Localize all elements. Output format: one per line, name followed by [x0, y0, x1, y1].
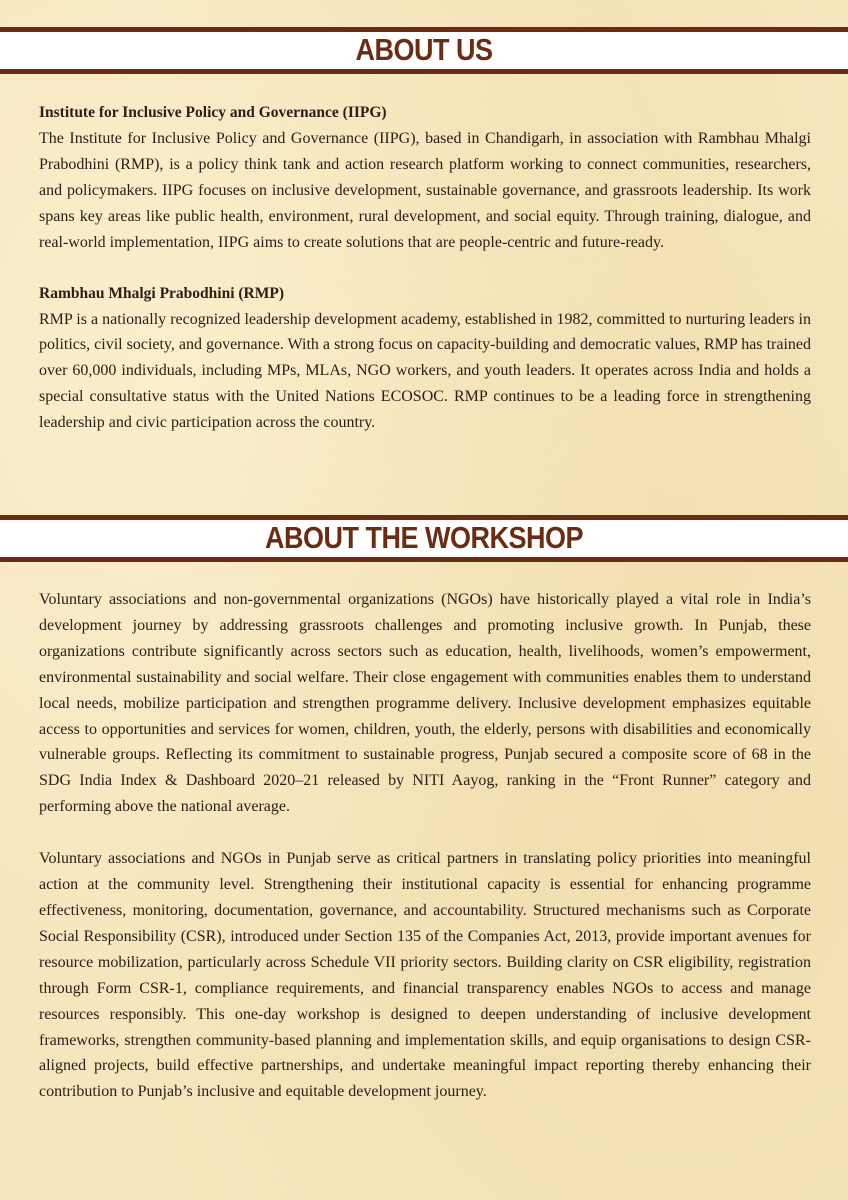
iipg-heading: Institute for Inclusive Policy and Governance (IIPG)	[39, 104, 387, 121]
about-us-banner	[0, 27, 848, 74]
about-us-section	[39, 100, 811, 436]
about-us-title: ABOUT US	[355, 33, 493, 67]
about-workshop-section	[39, 587, 811, 1105]
iipg-description: The Institute for Inclusive Policy and Governance (IIPG), based in Chandigarh, in association with Rambhau Mhalgi Prabodhini (RMP), is a policy think tank and action research platform working to connect communities, researchers, and policymakers. IIPG focuses on inclusive development, sustainable governance, and grassroots leadership. Its work spans key areas like public health, environment, rural development, and social equity. Through training, dialogue, and real-world implementation, IIPG aims to create solutions that are people-centric and future-ready.	[39, 130, 811, 251]
about-workshop-title: ABOUT THE WORKSHOP	[265, 521, 583, 555]
workshop-paragraph-1: Voluntary associations and non-governmental organizations (NGOs) have historically played a vital role in India’s development journey by addressing grassroots challenges and promoting inclusive growth. In Punjab, these organizations contribute significantly across sectors such as education, health, livelihoods, women’s empowerment, environmental sustainability and social welfare. Their close engagement with communities enables them to understand local needs, mobilize participation and strengthen programme delivery. Inclusive development emphasizes equitable access to opportunities and services for women, children, youth, the elderly, persons with disabilities and economically vulnerable groups. Reflecting its commitment to sustainable progress, Punjab secured a composite score of 68 in the SDG India Index & Dashboard 2020–21 released by NITI Aayog, ranking in the “Front Runner” category and performing above the national average.	[39, 591, 811, 816]
rmp-description: RMP is a nationally recognized leadership development academy, established in 1982, committed to nurturing leaders in politics, civil society, and governance. With a strong focus on capacity-building and democratic values, RMP has trained over 60,000 individuals, including MPs, MLAs, NGO workers, and youth leaders. It operates across India and holds a special consultative status with the United Nations ECOSOC. RMP continues to be a leading force in strengthening leadership and civic participation across the country.	[39, 310, 811, 432]
rmp-heading: Rambhau Mhalgi Prabodhini (RMP)	[39, 284, 285, 302]
about-workshop-banner	[0, 515, 848, 562]
workshop-paragraph-2: Voluntary associations and NGOs in Punjab serve as critical partners in translating policy priorities into meaningful action at the community level. Strengthening their institutional capacity is essential for enhancing programme effectiveness, monitoring, documentation, governance, and accountability. Structured mechanisms such as Corporate Social Responsibility (CSR), introduced under Section 135 of the Companies Act, 2013, provide important avenues for resource mobilization, particularly across Schedule VII priority sectors. Building clarity on CSR eligibility, registration through Form CSR-1, compliance requirements, and financial transparency enables NGOs to access and manage resources responsibly. This one-day workshop is designed to deepen understanding of inclusive development frameworks, strengthen community-based planning and implementation skills, and equip organisations to design CSR-aligned projects, build effective partnerships, and undertake meaningful impact reporting thereby enhancing their contribution to Punjab’s inclusive and equitable development journey.	[39, 850, 811, 1101]
